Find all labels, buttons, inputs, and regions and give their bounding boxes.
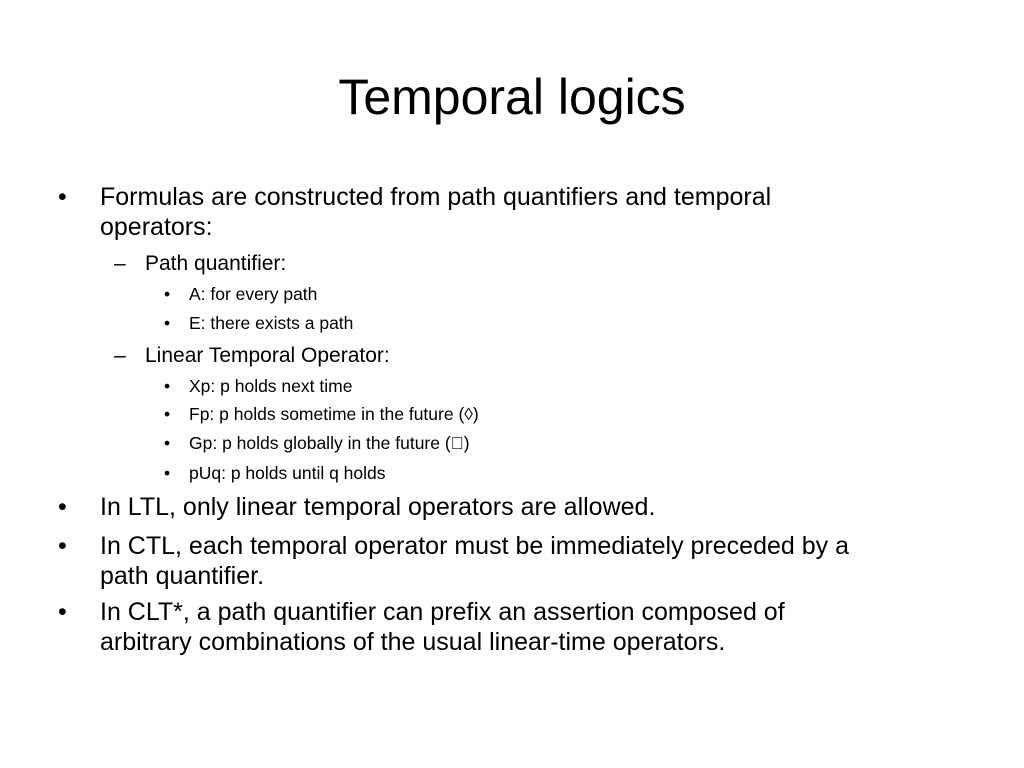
subsub-bullet-marker: • <box>164 313 171 333</box>
slide-title: Temporal logics <box>338 69 686 125</box>
subsub-bullet-text: Fp: p holds sometime in the future (◊) <box>189 404 479 424</box>
subsub-bullet-text: Xp: p holds next time <box>189 376 353 396</box>
sub-bullet-marker: – <box>114 344 126 367</box>
bullet-marker: • <box>58 532 67 560</box>
subsub-bullet-marker: • <box>164 433 171 453</box>
bullet-marker: • <box>58 493 67 521</box>
subsub-bullet-marker: • <box>164 376 171 396</box>
bullet-text: Formulas are constructed from path quantifiers and temporal <box>100 183 772 211</box>
bullet-text: In CTL, each temporal operator must be immediately preceded by a <box>100 532 849 560</box>
sub-bullet-text: Linear Temporal Operator: <box>145 344 390 367</box>
bullet-text: In CLT*, a path quantifier can prefix an assertion composed of <box>100 598 785 626</box>
bullet-text-continuation: path quantifier. <box>100 562 265 590</box>
sub-bullet-text: Path quantifier: <box>145 252 287 275</box>
subsub-bullet-marker: • <box>164 463 171 483</box>
bullet-marker: • <box>58 183 67 211</box>
bullet-text: In LTL, only linear temporal operators are allowed. <box>100 493 656 521</box>
bullet-text-continuation: arbitrary combinations of the usual linear-time operators. <box>100 628 726 656</box>
subsub-bullet-text: pUq: p holds until q holds <box>189 463 386 483</box>
sub-bullet-marker: – <box>114 252 126 275</box>
subsub-bullet-text: A: for every path <box>189 284 318 304</box>
bullet-marker: • <box>58 598 67 626</box>
subsub-bullet-text: E: there exists a path <box>189 313 354 333</box>
subsub-bullet-marker: • <box>164 404 171 424</box>
bullet-text-continuation: operators: <box>100 213 213 241</box>
subsub-bullet-marker: • <box>164 284 171 304</box>
subsub-bullet-text: Gp: p holds globally in the future ( ) <box>189 433 462 453</box>
